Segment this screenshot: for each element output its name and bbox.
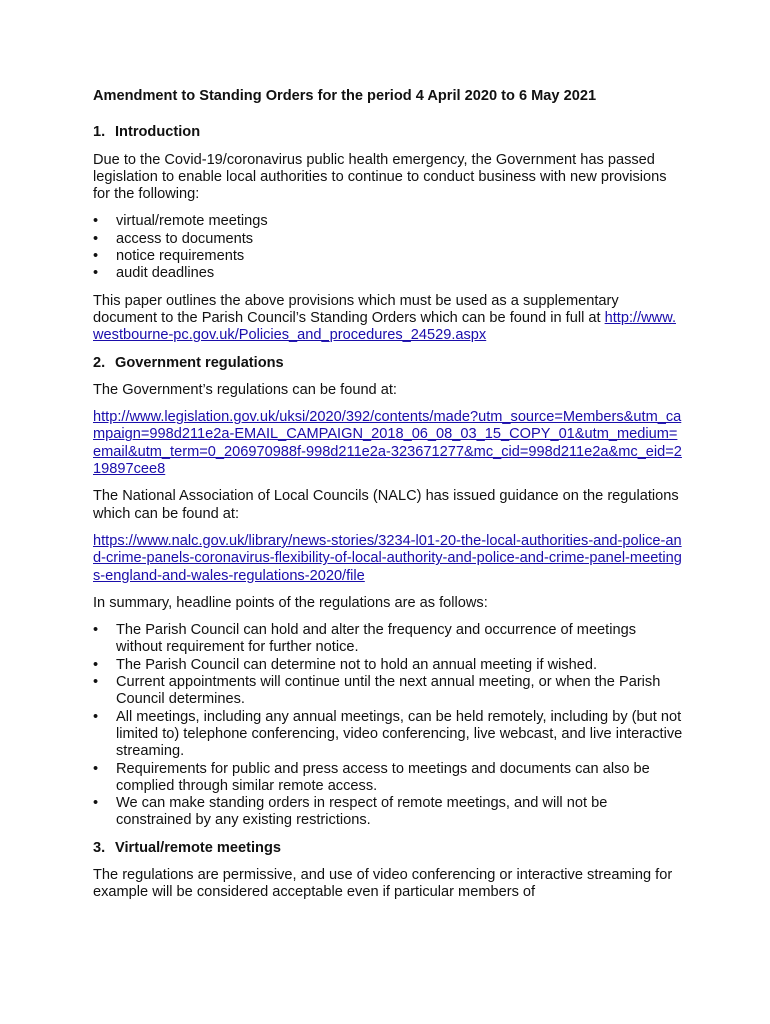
list-item: • The Parish Council can determine not to hold an annual meeting if wished. <box>93 657 683 674</box>
section-heading-introduction <box>93 124 683 141</box>
section-heading-government-regulations <box>93 355 683 372</box>
nalc-link-paragraph <box>93 533 683 585</box>
section-title: Virtual/remote meetings <box>115 839 281 856</box>
list-item: • We can make standing orders in respect of remote meetings, and will not be constrained by any existing restrictions. <box>93 795 683 830</box>
section-title: Introduction <box>115 124 201 141</box>
standing-orders-link[interactable]: http://www.westbourne-pc.gov.uk/Policies_and_procedures_24529.aspx <box>93 309 676 344</box>
document-title: Amendment to Standing Orders for the period 4 April 2020 to 6 May 2021 <box>93 88 597 104</box>
list-item: • All meetings, including any annual meetings, can be held remotely, including by (but not limited to) telephone conferencing, video conferencing, live webcast, and live interactive streaming. <box>93 709 683 761</box>
list-item: • Requirements for public and press access to meetings and documents can also be complied through similar remote access. <box>93 761 683 796</box>
list-item: • notice requirements <box>93 248 683 265</box>
list-item: • audit deadlines <box>93 265 683 282</box>
nalc-guidance-link[interactable]: https://www.nalc.gov.uk/library/news-stories/3234-l01-20-the-local-authorities-and-police-and-crime-panels-coronavirus-flexibility-of-local-authority-and-police-and-crime-panel-meetings-england-and-wales-regulations-2020/file <box>93 532 682 584</box>
section-number: 3. <box>93 839 106 856</box>
section-number: 2. <box>93 354 106 371</box>
section-heading-virtual-meetings <box>93 840 683 857</box>
summary-intro: In summary, headline points of the regulations are as follows: <box>93 594 488 611</box>
intro-paragraph: Due to the Covid-19/coronavirus public health emergency, the Government has passed legislation to enable local authorities to continue to conduct business with new provisions for the following: <box>93 151 667 203</box>
legislation-link-paragraph <box>93 409 683 478</box>
list-item: • The Parish Council can hold and alter the frequency and occurrence of meetings without requirement for further notice. <box>93 622 683 657</box>
document-body <box>93 88 683 912</box>
regulations-summary-list <box>93 622 683 830</box>
list-item: • virtual/remote meetings <box>93 213 683 230</box>
intro-provisions-list <box>93 213 683 282</box>
list-item: • Current appointments will continue until the next annual meeting, or when the Parish Council determines. <box>93 674 683 709</box>
legislation-link[interactable]: http://www.legislation.gov.uk/uksi/2020/392/contents/made?utm_source=Members&utm_campaign=998d211e2a-EMAIL_CAMPAIGN_2018_06_08_03_15_COPY_01&utm_medium=email&utm_term=0_206970988f-998d211e2a-323671277&mc_cid=998d211e2a&mc_eid=219897cee8 <box>93 409 682 478</box>
nalc-paragraph: The National Association of Local Councils (NALC) has issued guidance on the regulations which can be found at: <box>93 488 679 522</box>
regulations-intro: The Government’s regulations can be found at: <box>93 381 397 398</box>
section-number: 1. <box>93 124 106 141</box>
list-item: • access to documents <box>93 231 683 248</box>
section-title: Government regulations <box>115 354 284 371</box>
standing-orders-paragraph <box>93 293 683 345</box>
virtual-meetings-paragraph: The regulations are permissive, and use of video conferencing or interactive streaming for example will be considered acceptable even if particular members of <box>93 866 673 901</box>
standing-orders-text: This paper outlines the above provisions which must be used as a supplementary document to the Parish Council’s Standing Orders which can be found in full at <box>93 292 619 326</box>
